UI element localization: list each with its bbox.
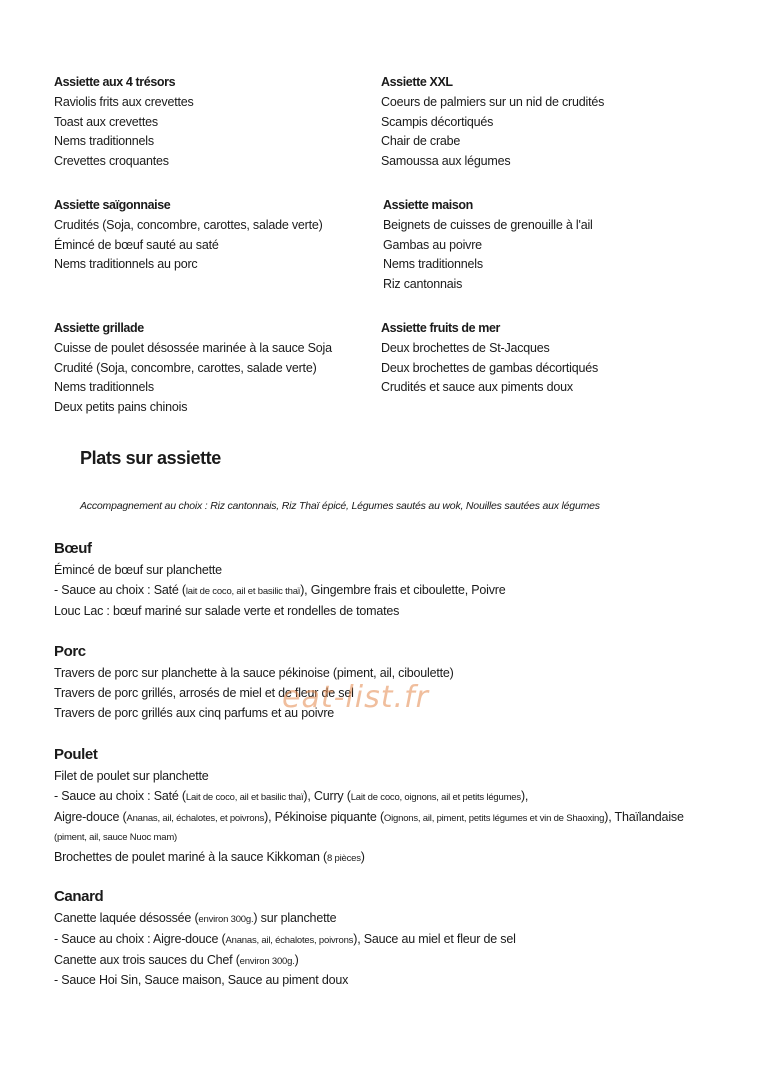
line-detail: Ananas, ail, échalotes, poivrons: [225, 934, 354, 946]
line-text: ) sur planchette: [253, 911, 337, 925]
dish-line: Louc Lac : bœuf mariné sur salade verte et rondelles de tomates: [54, 603, 400, 618]
dish-line: Travers de porc grillés aux cinq parfums et au poivre: [54, 705, 335, 720]
assiette-item: Deux brochettes de St-Jacques: [381, 340, 550, 355]
line-detail: environ 300g.: [198, 914, 254, 925]
assiette-item: Beignets de cuisses de grenouille à l'ail: [383, 217, 593, 232]
assiette-title: Assiette saïgonnaise: [54, 198, 171, 212]
line-detail: Oignons, ail, piment, petits légumes et vin de Shaoxing: [383, 812, 605, 824]
line-detail: lait de coco, ail et basilic thaï: [185, 585, 301, 597]
line-text: ): [294, 952, 299, 967]
line-text: - Sauce au choix : Saté (: [54, 788, 186, 803]
dish-line: Travers de porc grillés, arrosés de miel et de fleur de sel: [54, 685, 354, 700]
assiette-item: Crudités et sauce aux piments doux: [381, 380, 573, 395]
assiette-item: Riz cantonnais: [383, 277, 463, 292]
line-text: Aigre-douce (: [54, 809, 127, 824]
line-text: ), Pékinoise piquante (: [264, 809, 384, 824]
poulet-section: [54, 744, 684, 869]
assiette-item: Nems traditionnels: [383, 257, 483, 272]
dish-line: [54, 808, 684, 829]
assiette-item: Nems traditionnels: [54, 380, 154, 395]
watermark: eat-list.fr: [282, 680, 429, 715]
line-text: ),: [520, 788, 529, 803]
assiette-title: Assiette XXL: [381, 75, 453, 89]
canard-section: [54, 886, 516, 991]
assiette-block: [383, 196, 593, 295]
dish-line: [54, 581, 506, 602]
assiette-block: [54, 196, 323, 275]
assiette-item: Nems traditionnels au porc: [54, 257, 198, 272]
line-detail: environ 300g.: [239, 955, 295, 967]
line-text: Canette aux trois sauces du Chef (: [54, 952, 240, 967]
assiette-item: Samoussa aux légumes: [381, 154, 511, 169]
line-text: ), Thaïlandaise: [604, 809, 684, 824]
line-text: - Sauce au choix : Saté (: [54, 582, 186, 597]
dish-detail-line: (piment, ail, sauce Nuoc mam): [54, 832, 178, 844]
assiette-item: Crudités (Soja, concombre, carottes, salade verte): [54, 217, 323, 232]
assiette-title: Assiette aux 4 trésors: [54, 75, 176, 89]
line-text: Canette laquée désossée (: [54, 911, 199, 925]
assiette-item: Deux petits pains chinois: [54, 400, 188, 415]
assiette-item: Chair de crabe: [381, 134, 461, 149]
line-detail: Lait de coco, ail et basilic thaï: [185, 791, 304, 803]
dish-line: Filet de poulet sur planchette: [54, 769, 209, 783]
assiette-item: Nems traditionnels: [54, 134, 154, 149]
assiette-item: Raviolis frits aux crevettes: [54, 94, 194, 109]
assiette-item: Gambas au poivre: [383, 237, 482, 252]
assiette-block: [54, 319, 332, 418]
assiette-item: Cuisse de poulet désossée marinée à la sauce Soja: [54, 340, 332, 355]
assiette-item: Coeurs de palmiers sur un nid de crudités: [381, 94, 605, 109]
assiette-block: [381, 319, 598, 398]
assiette-block: [381, 73, 604, 172]
boeuf-section: [54, 538, 506, 621]
assiette-item: Deux brochettes de gambas décortiqués: [381, 360, 599, 375]
assiette-item: Émincé de bœuf sauté au saté: [54, 237, 219, 252]
category-heading: Canard: [54, 888, 104, 905]
line-text: Brochettes de poulet mariné à la sauce Kikkoman (: [54, 850, 327, 865]
section-title: Plats sur assiette: [80, 448, 221, 468]
dish-line: [54, 787, 684, 808]
assiette-item: Scampis décortiqués: [381, 114, 494, 129]
dish-line: [54, 951, 516, 972]
line-text: ): [360, 850, 365, 865]
line-detail: 8 pièces: [327, 853, 361, 865]
dish-line: - Sauce Hoi Sin, Sauce maison, Sauce au piment doux: [54, 973, 349, 988]
category-heading: Porc: [54, 643, 86, 660]
line-text: ), Sauce au miel et fleur de sel: [353, 931, 516, 946]
assiette-title: Assiette grillade: [54, 321, 144, 335]
assiette-block: [54, 73, 194, 172]
dish-line: Émincé de bœuf sur planchette: [54, 563, 222, 577]
line-detail: Lait de coco, oignons, ail et petits légumes: [350, 791, 521, 803]
dish-line: [54, 848, 684, 869]
accompagnement-note: Accompagnement au choix : Riz cantonnais, Riz Thaï épicé, Légumes sautés au wok, Nouilles sautées aux légumes: [80, 500, 600, 512]
line-text: ), Gingembre frais et ciboulette, Poivre: [300, 582, 506, 597]
category-heading: Bœuf: [54, 540, 92, 557]
assiette-item: Toast aux crevettes: [54, 114, 158, 129]
assiette-title: Assiette fruits de mer: [381, 321, 501, 335]
assiette-item: Crevettes croquantes: [54, 154, 169, 169]
dish-line: [54, 909, 516, 930]
line-text: - Sauce au choix : Aigre-douce (: [54, 931, 226, 946]
line-detail: Ananas, ail, échalotes, et poivrons: [126, 812, 265, 824]
line-text: ), Curry (: [303, 788, 351, 803]
dish-line: Travers de porc sur planchette à la sauce pékinoise (piment, ail, ciboulette): [54, 666, 454, 680]
assiette-item: Crudité (Soja, concombre, carottes, salade verte): [54, 360, 317, 375]
dish-line: [54, 930, 516, 951]
assiette-title: Assiette maison: [383, 198, 473, 212]
category-heading: Poulet: [54, 746, 98, 763]
